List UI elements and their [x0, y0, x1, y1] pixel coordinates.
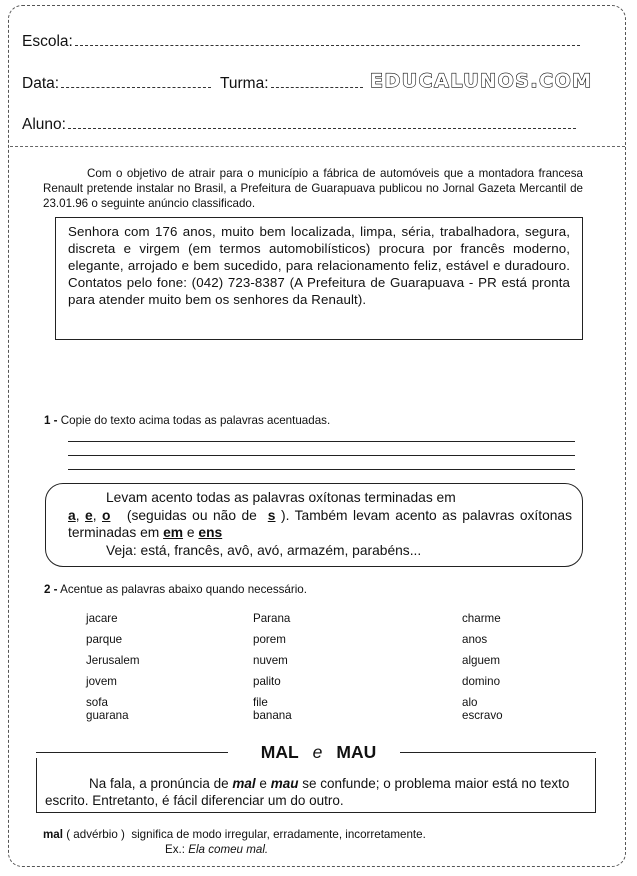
class-label: Turma: [220, 75, 269, 92]
vowel-o: o [102, 507, 111, 523]
word-mau: mau [270, 776, 299, 791]
definition-type: ( advérbio ) [66, 828, 125, 841]
student-field[interactable] [22, 116, 576, 134]
rule-example: Veja: está, francês, avô, avó, armazém, parabéns... [106, 542, 422, 558]
mal-mau-text-post: se confunde; o problema maior está no texto escrito. Entretanto, é fácil diferenciar um do outro. [45, 776, 570, 808]
classified-ad-box [55, 217, 583, 340]
mal-mau-text [45, 775, 587, 809]
rule-mid-1: (seguidas ou não de [126, 507, 257, 523]
mal-definition [43, 828, 426, 841]
date-label: Data: [22, 75, 60, 92]
word-item[interactable]: charme [462, 612, 501, 625]
word-item[interactable]: alguem [462, 654, 501, 667]
word-column-1 [86, 612, 139, 723]
date-input-line[interactable] [61, 87, 211, 88]
mal-mau-text-pre: Na fala, a pronúncia de [89, 776, 229, 791]
word-item[interactable]: domino [462, 675, 501, 688]
rule-conjunction: e [186, 525, 195, 540]
word-column-2 [253, 612, 292, 723]
question-1-number: 1 - [44, 414, 58, 427]
classified-ad-text: Senhora com 176 anos, muito bem localizada, limpa, séria, trabalhadora, segura, discreta e virgem (em termos automobilísticos) procura por francês moderno, elegante, arrojado e bem sucedido, para relacionamento feliz, estável e duradouro. Contatos pelo fone: (042) 723-8387 (A Prefeitura de Guarapuava - PR está pronta para atender muito bem os senhores da Renault). [68, 224, 570, 307]
word-item[interactable]: escravo [462, 709, 503, 722]
word-item[interactable]: jacare [86, 612, 118, 625]
mal-example [165, 843, 268, 856]
word-item[interactable]: porem [253, 633, 286, 646]
word-item[interactable]: file [253, 696, 268, 709]
vowel-a: a [68, 507, 76, 523]
word-column-3 [462, 612, 503, 723]
word-item[interactable]: nuvem [253, 654, 288, 667]
header-separator [10, 146, 625, 147]
word-item[interactable]: guarana [86, 709, 129, 722]
example-label: Ex.: [165, 843, 185, 856]
word-item[interactable]: jovem [86, 675, 117, 688]
school-label: Escola: [22, 33, 73, 50]
word-item[interactable]: banana [253, 709, 292, 722]
letter-s: s [267, 507, 276, 523]
mal-mau-conj: e [259, 776, 267, 791]
educalunos-logo: EDUCALUNOS.COM [370, 70, 593, 92]
rule-text: Levam acento todas as palavras oxítonas terminadas em [106, 490, 456, 505]
title-e: e [312, 742, 323, 762]
accent-rule-box [45, 483, 583, 567]
rule-mid-2: ). Também levam acento as palavras oxítonas terminadas em [68, 507, 573, 540]
ending-em: em [163, 525, 184, 540]
answer-line[interactable] [68, 441, 575, 442]
word-item[interactable]: anos [462, 633, 488, 646]
ending-ens: ens [198, 525, 223, 540]
mal-mau-box [36, 758, 596, 813]
worksheet-border [8, 5, 626, 867]
answer-line[interactable] [68, 469, 575, 470]
question-1-text: Copie do texto acima todas as palavras acentuadas. [60, 414, 331, 427]
class-field[interactable] [220, 75, 363, 93]
rule-line-1 [72, 489, 572, 507]
school-field[interactable] [22, 33, 580, 51]
definition-meaning: significa de modo irregular, erradamente, incorretamente. [131, 828, 426, 841]
question-2-text: Acentue as palavras abaixo quando necessário. [60, 583, 307, 596]
intro-paragraph: Com o objetivo de atrair para o município a fábrica de automóveis que a montadora francesa Renault pretende instalar no Brasil, a Prefeitura de Guarapuava publicou no Jornal Gazeta Mercantil de 23.01.96 o seguinte anúncio classificado. [43, 167, 583, 210]
student-label: Aluno: [22, 116, 66, 133]
title-mau: MAU [336, 742, 377, 762]
word-item[interactable]: parque [86, 633, 123, 646]
word-item[interactable]: sofa [86, 696, 108, 709]
question-1 [44, 414, 330, 427]
word-item[interactable]: palito [253, 675, 281, 688]
example-text: Ela comeu mal. [188, 843, 269, 856]
date-field[interactable] [22, 75, 211, 93]
word-item[interactable]: Parana [253, 612, 291, 625]
word-item[interactable]: alo [462, 696, 478, 709]
vowel-e: e [85, 507, 93, 523]
question-2-number: 2 - [44, 583, 58, 596]
school-input-line[interactable] [75, 45, 580, 46]
title-mal: MAL [260, 742, 299, 762]
answer-line[interactable] [68, 455, 575, 456]
rule-line-2: a, e, o (seguidas ou não de s ). Também levam acento as palavras oxítonas terminadas em em e ens [68, 507, 573, 540]
definition-term: mal [43, 828, 63, 841]
word-item[interactable]: Jerusalem [86, 654, 140, 667]
class-input-line[interactable] [271, 87, 363, 88]
student-input-line[interactable] [68, 128, 576, 129]
question-2 [44, 583, 307, 596]
word-mal: mal [232, 776, 256, 791]
